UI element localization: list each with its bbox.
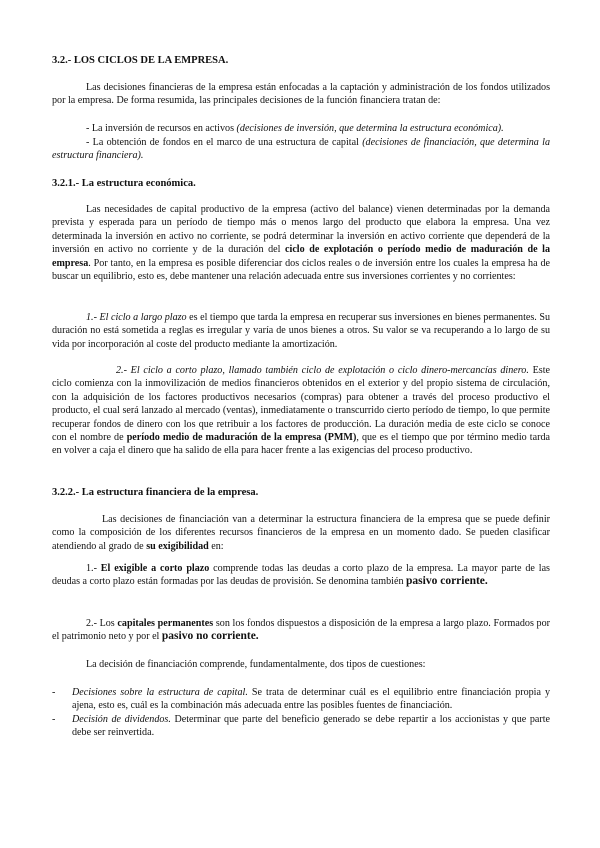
- investment-note: (decisiones de inversión, que determina la estructura económica).: [236, 123, 504, 134]
- investment-text: - La inversión de recursos en activos: [86, 123, 234, 134]
- intro-text: Las decisiones financieras de la empresa están enfocadas a la captación y administración de los fondos utilizados por la empresa. De forma resumida, las principales decisiones de la función financiera tratan de:: [52, 82, 550, 107]
- dividend-text: Determinar que parte del beneficio generado se debe repartir a los accionistas y que parte debe ser reinvertida.: [72, 714, 550, 739]
- economic-text-b: . Por tanto, en la empresa es posible diferenciar dos ciclos reales o de inversión entre los cuales la empresa ha de buscar un equilibrio, esto es, debe mantener una relación adecuada entre sus inversiones corrientes y no corrientes:: [52, 257, 550, 283]
- financing-note: (decisiones de financiación, que determina la estructura financiera).: [52, 137, 550, 162]
- section-heading-3-2: 3.2.- LOS CICLOS DE LA EMPRESA.: [52, 55, 229, 66]
- non-current-liabilities-term: pasivo no corriente.: [161, 630, 259, 643]
- exigibility-term: su exigibilidad: [146, 540, 209, 552]
- economic-structure-paragraph: [52, 203, 550, 283]
- current-liabilities-term: pasivo corriente.: [406, 575, 488, 588]
- capital-structure-term: Decisiones sobre la estructura de capital.: [72, 687, 248, 698]
- financial-text-a: Las decisiones de financiación van a determinar la estructura financiera de la empresa que se puede definir como la composición de los diferentes recursos financieros de la empresa en un momento dado. Se pueden clasificar atendiendo al grado de: [52, 514, 550, 552]
- long-term-cycle-paragraph: [52, 311, 550, 351]
- bullet-mark: -: [52, 714, 56, 725]
- permanent-number: 2.- Los: [86, 618, 115, 629]
- liabilities-text: comprende todas las deudas a corto plazo de la empresa. La mayor parte de las deudas a corto plazo están formadas por las deudas de provisión. Se denomina también: [52, 563, 550, 588]
- economic-text-a: Las necesidades de capital productivo de la empresa (activo del balance) vienen determinadas por la demanda prevista y esperada para un período de tiempo más o menos largo del producto que elabora la empresa. Una vez determinada la inversión en activo no corriente, se podrá determinar la inversión en activo corriente que dependerá de la inversión en activo no corriente y de la duración del: [52, 204, 550, 256]
- long-term-cycle-text: es el tiempo que tarda la empresa en recuperar sus inversiones en bienes permanentes. Su duración no está sometida a reglas es irregular y varía de unos bienes a otros. Su valor se va recuperando a lo largo de su vida por incorporación al coste del producto mediante la amortización.: [52, 312, 551, 350]
- liabilities-number: 1.-: [86, 563, 97, 574]
- short-term-cycle-term: 2.- El ciclo a corto plazo, llamado también ciclo de explotación o ciclo dinero-mercancías dinero.: [116, 365, 529, 376]
- short-term-liabilities-term: El exigible a corto plazo: [100, 563, 210, 574]
- short-term-cycle-paragraph: [52, 364, 550, 458]
- permanent-text: son los fondos dispuestos a disposición de la empresa a largo plazo. Formados por el patrimonio neto y por el: [52, 618, 550, 643]
- bullet-mark: -: [52, 687, 56, 698]
- list-item-financing: [52, 136, 550, 163]
- section-heading-3-2-1: 3.2.1.- La estructura económica.: [52, 178, 196, 189]
- permanent-capital-term: capitales permanentes: [117, 618, 214, 629]
- long-term-cycle-term: 1.- El ciclo a largo plazo: [86, 312, 187, 323]
- list-item-investment: [52, 122, 550, 135]
- financing-text: - La obtención de fondos en el marco de una estructura de capital: [86, 137, 359, 148]
- dividend-term: Decisión de dividendos.: [72, 714, 171, 725]
- short-term-cycle-text-b: , que es el tiempo que por término medio tarda en volver a caja el dinero que ha salido de ella para hacer frente a las exigencias del proceso productivo.: [52, 432, 550, 457]
- pmm-term: período medio de maduración de la empresa (PMM): [126, 432, 357, 444]
- capital-structure-bullet: [72, 686, 550, 713]
- section-heading-3-2-2: 3.2.2.- La estructura financiera de la empresa.: [52, 487, 259, 498]
- short-term-liabilities-paragraph: [52, 562, 550, 589]
- intro-paragraph: [52, 81, 550, 108]
- permanent-capital-paragraph: [52, 617, 550, 644]
- short-term-cycle-text-a: Este ciclo comienza con la inmovilización de medios financieros obtenidos en el exterior y del propio sistema de circulación, con la adquisición de los factores productivos necesarios (compras) para obtener a través del proceso productivo el producto, el cual será lanzado al mercado (ventas), inmediatamente o transcurrido cierto período de tiempo, lo que permite recuperar fondos de dinero con los que retribuir a los factores de producción. La duración media de este ciclo se conoce con el nombre de: [52, 365, 551, 444]
- financial-text-b: en:: [211, 540, 224, 552]
- financial-structure-paragraph: [52, 513, 550, 553]
- operating-cycle-term: ciclo de explotación o período medio de maduración de la empresa: [52, 244, 551, 269]
- dividend-bullet: [72, 713, 550, 740]
- capital-structure-text: Se trata de determinar cuál es el equilibrio entre financiación propia y ajena, esto es, cuál es la combinación más adecuada entre las posibles fuentes de financiación.: [72, 687, 551, 712]
- financing-decision-intro: La decisión de financiación comprende, fundamentalmente, dos tipos de cuestiones:: [86, 659, 426, 670]
